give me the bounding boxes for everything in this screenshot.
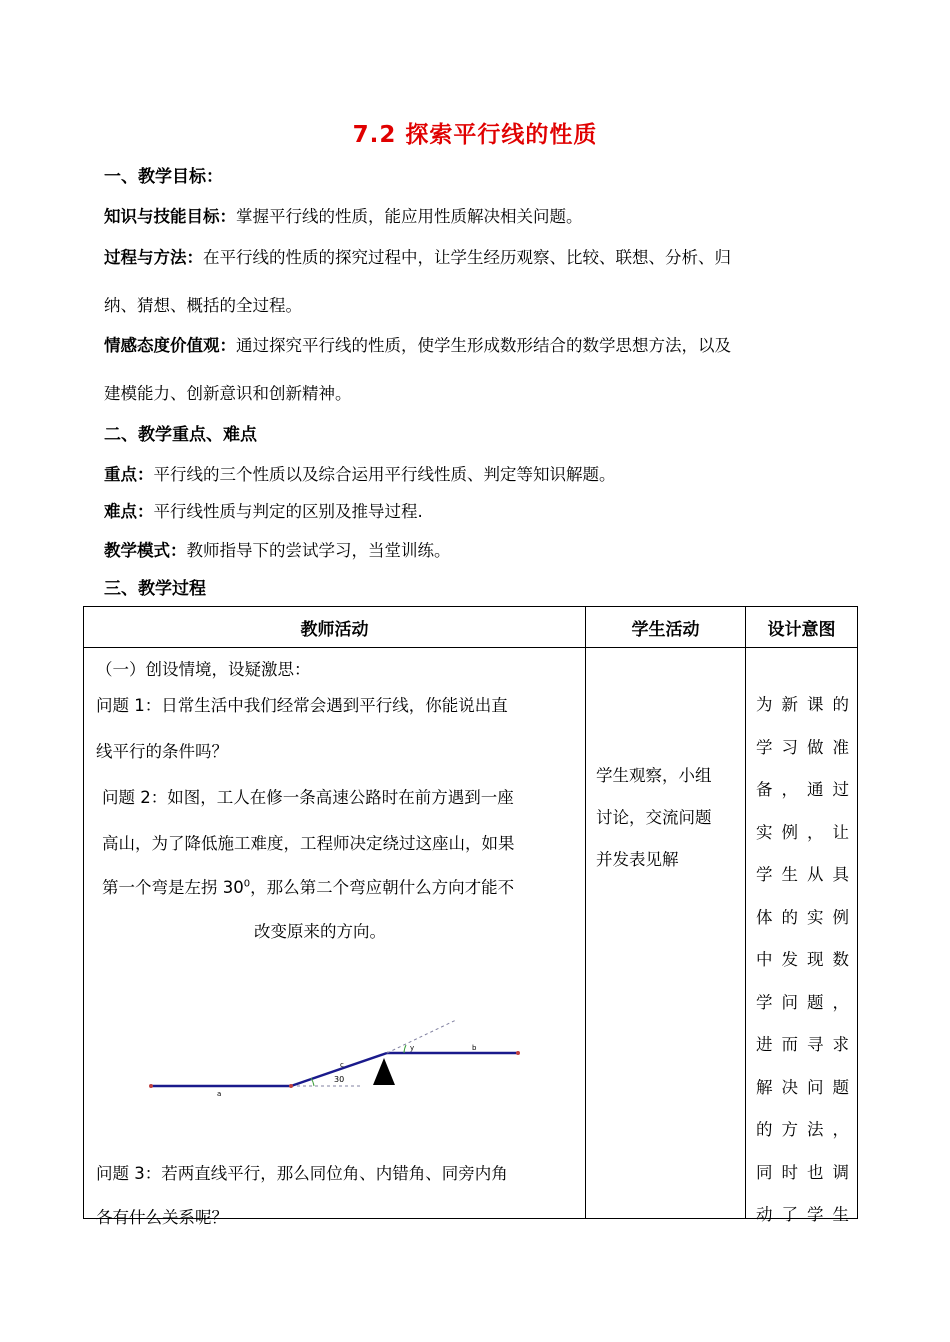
design-line: 解决问题: [756, 1077, 850, 1097]
design-line: 的方法，: [756, 1120, 850, 1139]
header-teacher-activity: 教师活动: [84, 607, 586, 648]
student-activity-line-2: 讨论，交流问题: [596, 808, 712, 827]
design-line: 备，通过: [756, 780, 850, 799]
process-goal-label: 过程与方法：: [104, 248, 203, 267]
header-student-activity: 学生活动: [586, 607, 746, 648]
question-2-line-1: 问题 2：如图，工人在修一条高速公路时在前方遇到一座: [102, 788, 514, 807]
key-point-text: 平行线的三个性质以及综合运用平行线性质、判定等知识解题。: [153, 465, 616, 484]
page-title: 7.2 探索平行线的性质: [352, 122, 598, 148]
teacher-intro: （一）创设情境，设疑激思：: [96, 660, 311, 679]
emotion-goal: [104, 332, 731, 356]
design-line: 中发现数: [756, 950, 850, 969]
difficulty-label: 难点：: [104, 502, 154, 521]
question-1-line-1: 问题 1：日常生活中我们经常会遇到平行线，你能说出直: [96, 696, 508, 715]
emotion-goal-text-1: 通过探究平行线的性质，使学生形成数形结合的数学思想方法，以及: [236, 336, 731, 355]
student-activity-line-3: 并发表见解: [596, 850, 679, 869]
design-line: 动了学生: [756, 1205, 850, 1224]
angle-30-label: 30: [334, 1075, 345, 1084]
key-point-label: 重点：: [104, 465, 154, 484]
difficulty-point: [104, 498, 423, 522]
road-bend-figure: [144, 1008, 534, 1108]
table-header-row: [84, 607, 858, 648]
student-activity-line-1: 学生观察，小组: [596, 766, 712, 785]
section-2-heading: 二、教学重点、难点: [104, 425, 257, 445]
emotion-goal-text-2: 建模能力、创新意识和创新精神。: [104, 384, 352, 403]
question-2-line-2: 高山，为了降低施工难度，工程师决定绕过这座山，如果: [102, 834, 515, 853]
design-line: 实例，让: [756, 822, 850, 842]
road-start-point: [149, 1084, 153, 1088]
question-3-line-1: 问题 3：若两直线平行，那么同位角、内错角、同旁内角: [96, 1164, 508, 1183]
teaching-mode: [104, 537, 451, 561]
mountain-triangle: [373, 1058, 395, 1085]
road-end-point: [516, 1051, 520, 1055]
question-3-line-2: 各有什么关系呢？: [96, 1208, 228, 1227]
bend-point-1: [289, 1084, 293, 1088]
question-2-line-3: [102, 874, 514, 898]
upper-dashed-extension: [387, 1020, 456, 1053]
difficulty-text: 平行线性质与判定的区别及推导过程.: [153, 502, 423, 521]
question-1-line-2: 线平行的条件吗？: [96, 742, 228, 761]
design-line: 学习做准: [756, 737, 850, 757]
design-intent-text: [756, 684, 850, 1237]
table-row: [84, 648, 858, 1219]
header-design-intent: 设计意图: [746, 607, 858, 648]
emotion-goal-label: 情感态度价值观：: [104, 336, 236, 355]
design-line: 同时也调: [756, 1162, 850, 1182]
teaching-mode-label: 教学模式：: [104, 541, 187, 560]
design-line: 学生从具: [756, 865, 850, 884]
design-intent-cell: [746, 648, 858, 1224]
knowledge-goal-label: 知识与技能目标：: [104, 207, 236, 226]
design-line: 进而寻求: [756, 1035, 850, 1054]
label-c: c: [340, 1061, 344, 1069]
design-line: 为新课的: [756, 695, 850, 714]
teaching-process-table: [83, 606, 858, 1227]
process-goal-text-2: 纳、猜想、概括的全过程。: [104, 296, 302, 315]
question-2-line-4: 改变原来的方向。: [254, 922, 386, 941]
teacher-activity-cell: [84, 648, 586, 1227]
degree-superscript: 0: [243, 878, 251, 890]
design-line: 学问题，: [756, 992, 850, 1012]
design-line: 体的实例: [756, 907, 850, 927]
process-goal: [104, 244, 731, 268]
section-3-heading: 三、教学过程: [104, 579, 206, 599]
section-1-heading: 一、教学目标：: [104, 167, 223, 187]
label-y: y: [410, 1044, 415, 1052]
question-2-line-3-start: 第一个弯是左拐 30: [102, 878, 244, 897]
label-b: b: [472, 1044, 477, 1052]
process-goal-text-1: 在平行线的性质的探究过程中，让学生经历观察、比较、联想、分析、归: [203, 248, 731, 267]
key-point: [104, 461, 616, 485]
knowledge-goal: [104, 203, 583, 227]
label-a: a: [217, 1090, 222, 1098]
student-activity-cell: [586, 648, 746, 1219]
knowledge-goal-text: 掌握平行线的性质，能应用性质解决相关问题。: [236, 207, 583, 226]
question-2-line-3-end: ，那么第二个弯应朝什么方向才能不: [250, 878, 515, 897]
teaching-mode-text: 教师指导下的尝试学习，当堂训练。: [186, 541, 451, 560]
